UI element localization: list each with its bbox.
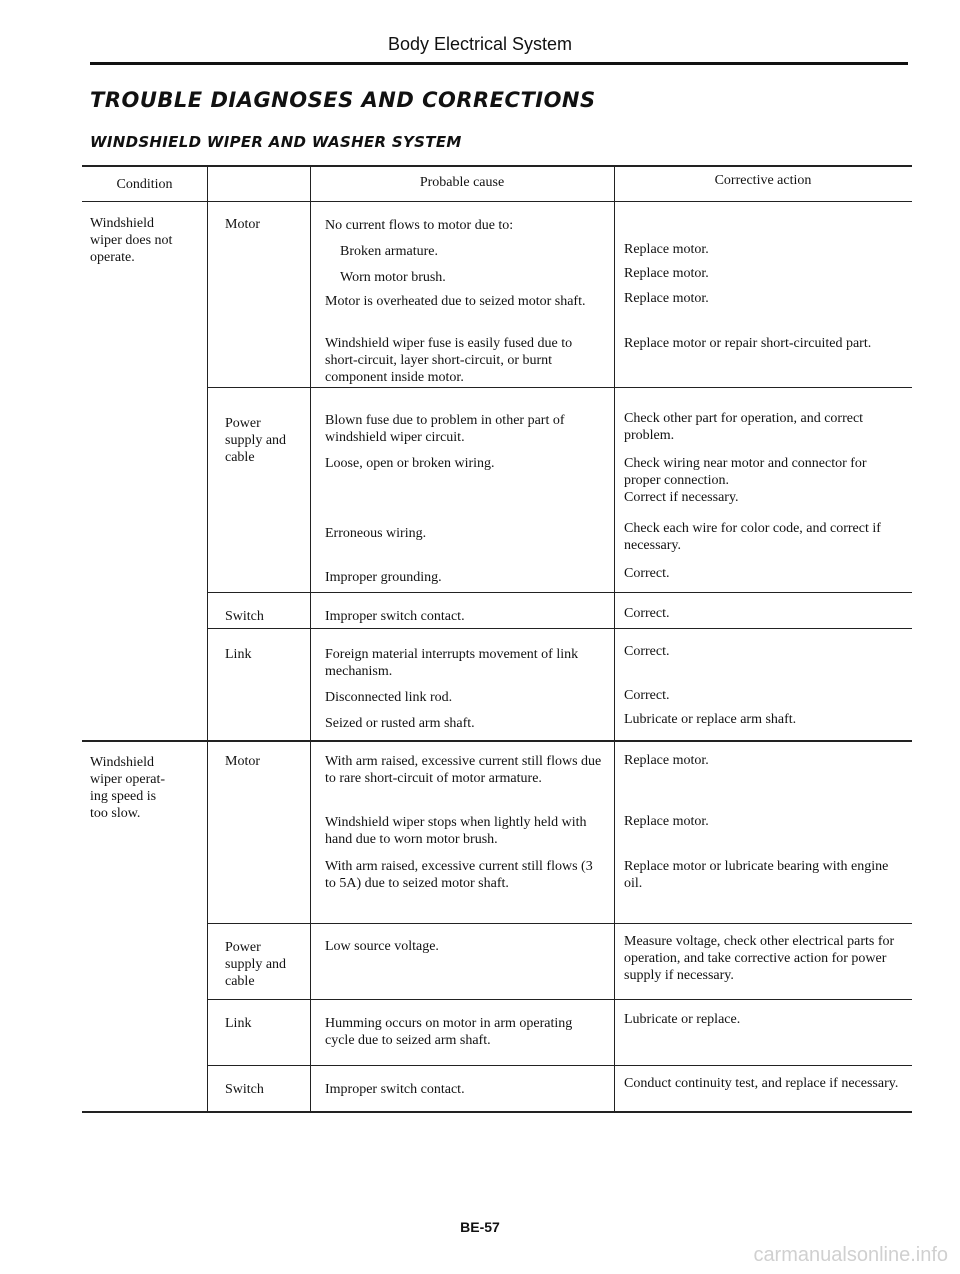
cause-text: Windshield wiper stops when lightly held with hand due to worn motor brush. — [325, 815, 587, 847]
action-text: Lubricate or replace arm shaft. — [624, 712, 797, 727]
watermark: carmanualsonline.info — [753, 1244, 948, 1266]
cause-text: Motor is overheated due to seized motor shaft. — [325, 294, 586, 309]
cause-text: Foreign material interrupts movement of link mechanism. — [325, 647, 579, 679]
cause-text: With arm raised, excessive current still flows (3 to 5A) due to seized motor shaft. — [325, 859, 593, 891]
action-text: Correct. — [624, 606, 670, 621]
component-power-supply: Power supply and cable — [225, 416, 287, 465]
header-probable-cause: Probable cause — [419, 175, 505, 190]
row-rule — [207, 387, 912, 388]
cause-text: Improper grounding. — [325, 570, 442, 585]
header-corrective-action: Corrective action — [714, 173, 812, 188]
cause-text: Improper switch contact. — [325, 609, 465, 624]
condition-does-not-operate: Windshield wiper does not operate. — [90, 216, 173, 265]
component-switch: Switch — [225, 1082, 264, 1097]
page-title: TROUBLE DIAGNOSES AND CORRECTIONS — [90, 88, 596, 112]
action-text: Measure voltage, check other electrical parts for operation, and take corrective action for power supply if necessary. — [624, 934, 895, 983]
cause-text: Improper switch contact. — [325, 1082, 465, 1097]
action-text: Replace motor. — [624, 753, 709, 768]
cause-text: No current flows to motor due to: — [325, 218, 514, 233]
component-power-supply: Power supply and cable — [225, 940, 287, 989]
diagnosis-table — [82, 165, 912, 1115]
action-text: Replace motor. — [624, 291, 709, 306]
row-rule — [207, 999, 912, 1000]
cause-text: Erroneous wiring. — [325, 526, 427, 541]
column-divider — [207, 165, 208, 1113]
action-text: Replace motor. — [624, 266, 709, 281]
cause-text: Loose, open or broken wiring. — [325, 456, 495, 471]
action-text: Replace motor. — [624, 242, 709, 257]
action-text: Check each wire for color code, and correct if necessary. — [624, 521, 881, 553]
cause-text: Humming occurs on motor in arm operating cycle due to seized arm shaft. — [325, 1016, 573, 1048]
cause-text: Low source voltage. — [325, 939, 439, 954]
section-subtitle: WINDSHIELD WIPER AND WASHER SYSTEM — [90, 133, 462, 151]
action-text: Conduct continuity test, and replace if necessary. — [624, 1076, 899, 1091]
action-text: Replace motor or repair short-circuited part. — [624, 336, 872, 351]
cause-text: Blown fuse due to problem in other part of windshield wiper circuit. — [325, 413, 565, 445]
action-text: Check other part for operation, and correct problem. — [624, 411, 864, 443]
component-link: Link — [225, 647, 252, 662]
header-rule — [90, 62, 908, 65]
action-text: Correct. — [624, 644, 670, 659]
action-text: Correct. — [624, 566, 670, 581]
row-rule — [207, 1065, 912, 1066]
component-link: Link — [225, 1016, 252, 1031]
condition-speed-too-slow: Windshield wiper operat- ing speed is too slow. — [90, 755, 166, 821]
cause-text: With arm raised, excessive current still flows due to rare short-circuit of motor armature. — [325, 754, 602, 786]
column-divider — [310, 165, 311, 1113]
action-text: Replace motor. — [624, 814, 709, 829]
component-motor: Motor — [225, 217, 260, 232]
action-text: Correct. — [624, 688, 670, 703]
row-rule — [207, 923, 912, 924]
action-text: Check wiring near motor and connector for proper connection. Correct if necessary. — [624, 456, 867, 505]
cause-text: Disconnected link rod. — [325, 690, 453, 705]
cause-text: Windshield wiper fuse is easily fused due to short-circuit, layer short-circuit, or burnt component inside motor. — [325, 336, 573, 385]
row-rule — [207, 628, 912, 629]
running-head: Body Electrical System — [387, 34, 573, 54]
cause-text: Worn motor brush. — [340, 270, 446, 285]
component-motor: Motor — [225, 754, 260, 769]
cause-text: Broken armature. — [340, 244, 438, 259]
cause-text: Seized or rusted arm shaft. — [325, 716, 475, 731]
page-number: BE-57 — [460, 1219, 500, 1235]
row-rule — [207, 592, 912, 593]
action-text: Lubricate or replace. — [624, 1012, 741, 1027]
header-condition: Condition — [116, 177, 173, 192]
column-divider — [614, 165, 615, 1113]
action-text: Replace motor or lubricate bearing with engine oil. — [624, 859, 889, 891]
component-switch: Switch — [225, 609, 264, 624]
